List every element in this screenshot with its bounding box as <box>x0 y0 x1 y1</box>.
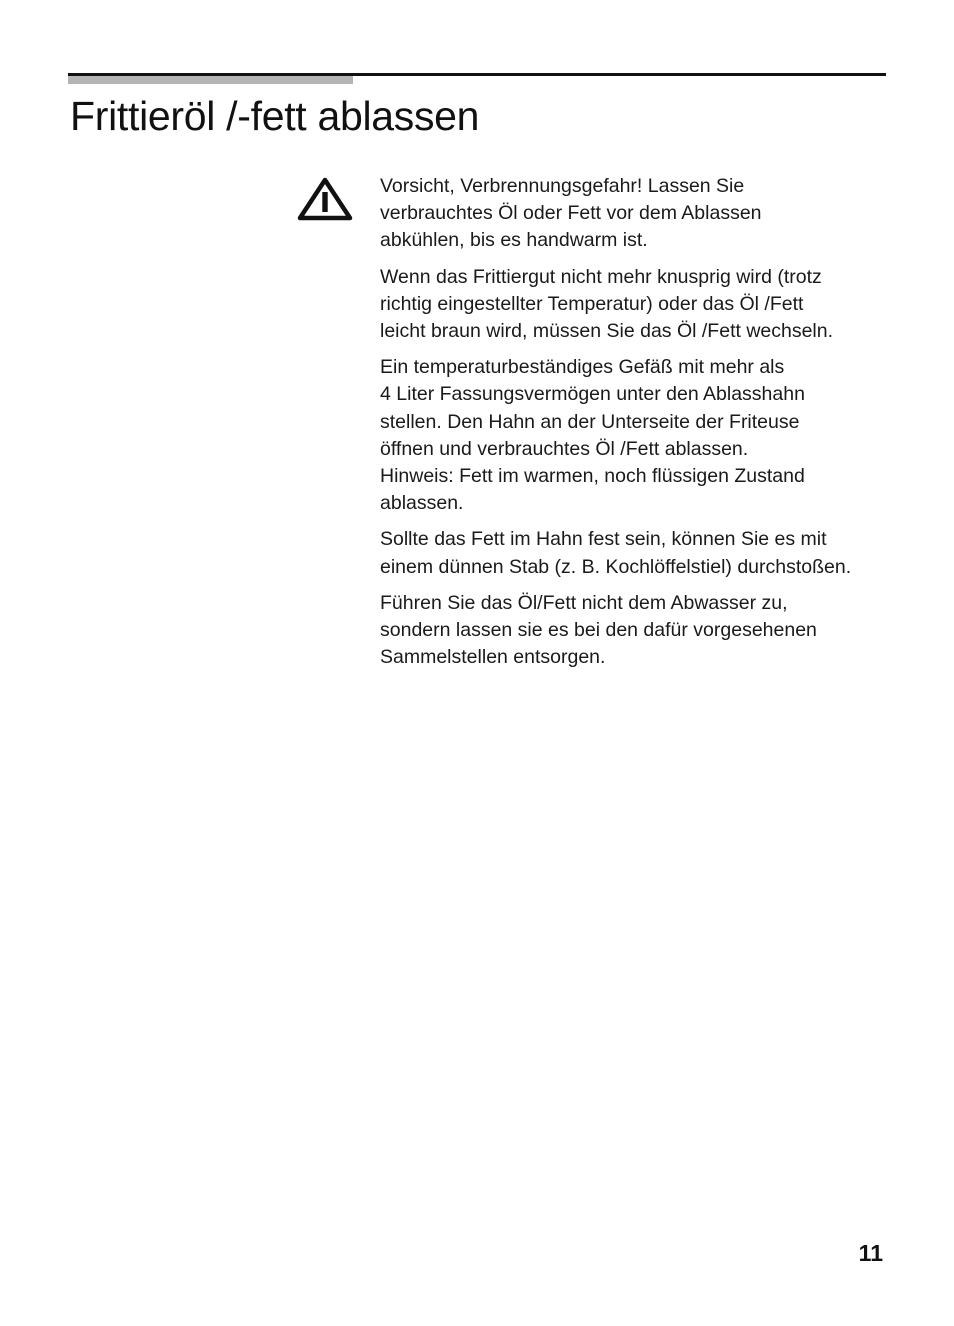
text-line: stellen. Den Hahn an der Unterseite der Friteuse <box>380 410 800 433</box>
text-line: Sollte das Fett im Hahn fest sein, können Sie es mit <box>380 528 827 551</box>
instructions-body <box>380 173 890 680</box>
text-line: Ein temperaturbeständiges Gefäß mit mehr als <box>380 356 785 379</box>
text-line: öffnen und verbrauchtes Öl /Fett ablassen. <box>380 437 749 460</box>
warning-triangle-icon <box>295 175 355 225</box>
text-line: sondern lassen sie es bei den dafür vorgesehenen <box>380 619 817 642</box>
text-line: abkühlen, bis es handwarm ist. <box>380 229 648 252</box>
text-line: ablassen. <box>380 492 464 515</box>
text-line: Wenn das Frittiergut nicht mehr knusprig wird (trotz <box>380 265 822 288</box>
paragraph-solid-fat <box>380 526 890 580</box>
paragraph-disposal <box>380 590 890 672</box>
page-number: 11 <box>858 1240 883 1266</box>
text-line: Führen Sie das Öl/Fett nicht dem Abwasser zu, <box>380 591 788 614</box>
text-line: einem dünnen Stab (z. B. Kochlöffelstiel) durchstoßen. <box>380 555 852 578</box>
text-line: Sammelstellen entsorgen. <box>380 646 606 669</box>
text-line: Vorsicht, Verbrennungsgefahr! Lassen Sie <box>380 175 745 197</box>
page-title: Frittieröl /-fett ablassen <box>70 93 480 139</box>
text-line: Hinweis: Fett im warmen, noch flüssigen Zustand <box>380 465 805 488</box>
text-line: 4 Liter Fassungsvermögen unter den Ablasshahn <box>380 383 805 406</box>
paragraph-warning <box>380 173 890 255</box>
paragraph-when-to-change <box>380 264 890 346</box>
header-accent-bar <box>68 76 353 84</box>
paragraph-draining-steps <box>380 354 890 517</box>
text-line: verbrauchtes Öl oder Fett vor dem Ablassen <box>380 202 762 225</box>
text-line: richtig eingestellter Temperatur) oder das Öl /Fett <box>380 292 804 315</box>
text-line: leicht braun wird, müssen Sie das Öl /Fett wechseln. <box>380 320 834 343</box>
